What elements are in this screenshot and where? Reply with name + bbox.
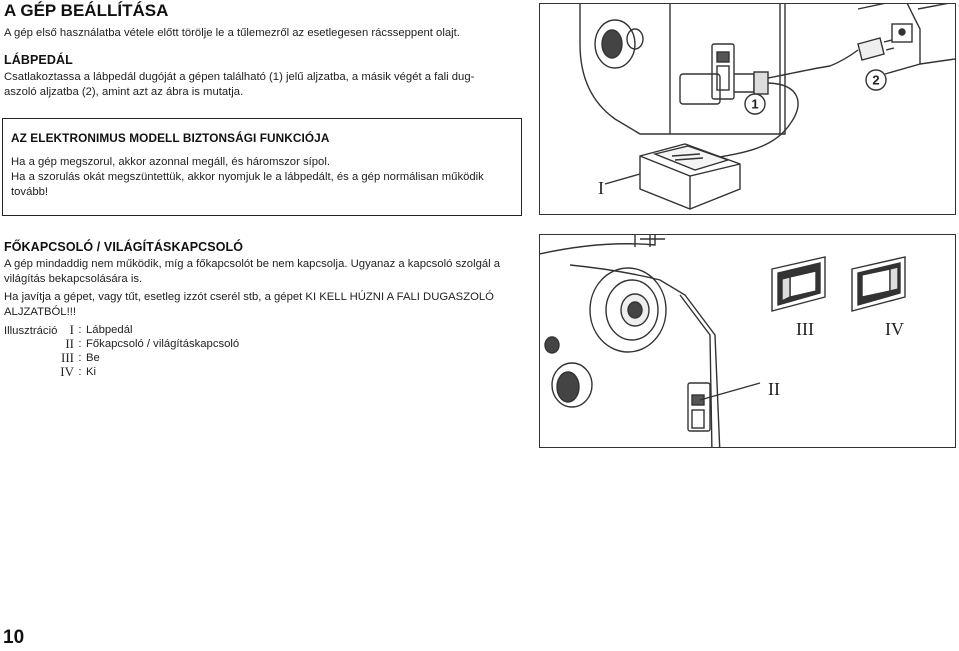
main-switch-paragraph-2 [4,290,524,320]
label-i: I [598,178,604,198]
legend-num: I [69,322,74,337]
legend-item [48,351,239,365]
main-switch-p2-line-1: Ha javítja a gépet, vagy tűt, esetleg izzót cserél stb, a gépet KI KELL HÚZNI A FALI DUGASZOLÓ [4,291,494,303]
legend-num: IV [60,364,74,379]
foot-pedal-text [4,70,524,100]
legend-num: III [61,350,74,365]
foot-pedal-line-1: Csatlakoztassa a lábpedál dugóját a gépen található (1) jelű aljzatba, a másik végét a fali dug- [4,71,475,83]
foot-pedal-heading: LÁBPEDÁL [4,53,73,67]
intro-text: A gép első használatba vétele előtt törölje le a tűlemezről az esetlegesen rácsseppent olajt. [4,27,460,39]
legend-list [48,323,239,379]
safety-line-1: Ha a gép megszorul, akkor azonnal megáll, és háromszor sípol. [11,156,330,168]
label-iii: III [796,319,814,339]
safety-line-2: Ha a szorulás okát megszüntettük, akkor nyomjuk le a lábpedált, és a gép normálisan működik [11,171,484,183]
legend-sep: : [78,352,82,364]
legend-item [48,337,239,351]
legend-num: II [65,336,74,351]
safety-text [11,155,516,200]
legend-text: Be [86,352,100,364]
legend-text: Ki [86,366,97,378]
safety-heading: AZ ELEKTRONIMUS MODELL BIZTONSÁGI FUNKCIÓJA [11,131,330,145]
legend-sep: : [78,366,82,378]
page-number: 10 [3,627,25,648]
label-ii: II [768,379,780,399]
main-switch-p1-line-1: A gép mindaddig nem működik, míg a főkapcsolót be nem kapcsolja. Ugyanaz a kapcsoló szolgál a [4,258,501,270]
main-switch-heading: FŐKAPCSOLÓ / VILÁGÍTÁSKAPCSOLÓ [4,240,244,254]
label-iv: IV [885,319,904,339]
legend-label: Illusztráció [4,325,58,337]
legend-sep: : [78,324,82,336]
legend-item [48,365,239,379]
safety-box [2,118,522,216]
foot-pedal-illustration [539,3,956,215]
marker-1: 1 [751,96,759,112]
main-switch-paragraph-1 [4,257,524,287]
legend-sep: : [78,338,82,350]
page-title: A GÉP BEÁLLÍTÁSA [4,1,169,20]
main-switch-p1-line-2: világítás bekapcsolására is. [4,273,143,285]
foot-pedal-line-2: aszoló aljzatba (2), amint azt az ábra is mutatja. [4,86,244,98]
main-switch-p2-line-2: ALJZATBÓL!!! [4,306,76,318]
legend-text: Főkapcsoló / világításkapcsoló [86,338,240,350]
legend-text: Lábpedál [86,324,133,336]
marker-2: 2 [872,72,880,88]
foot-pedal-drawing [540,4,955,214]
safety-line-3: tovább! [11,186,49,198]
main-switch-illustration [539,234,956,448]
legend-item [48,323,239,337]
main-switch-drawing [540,235,955,447]
